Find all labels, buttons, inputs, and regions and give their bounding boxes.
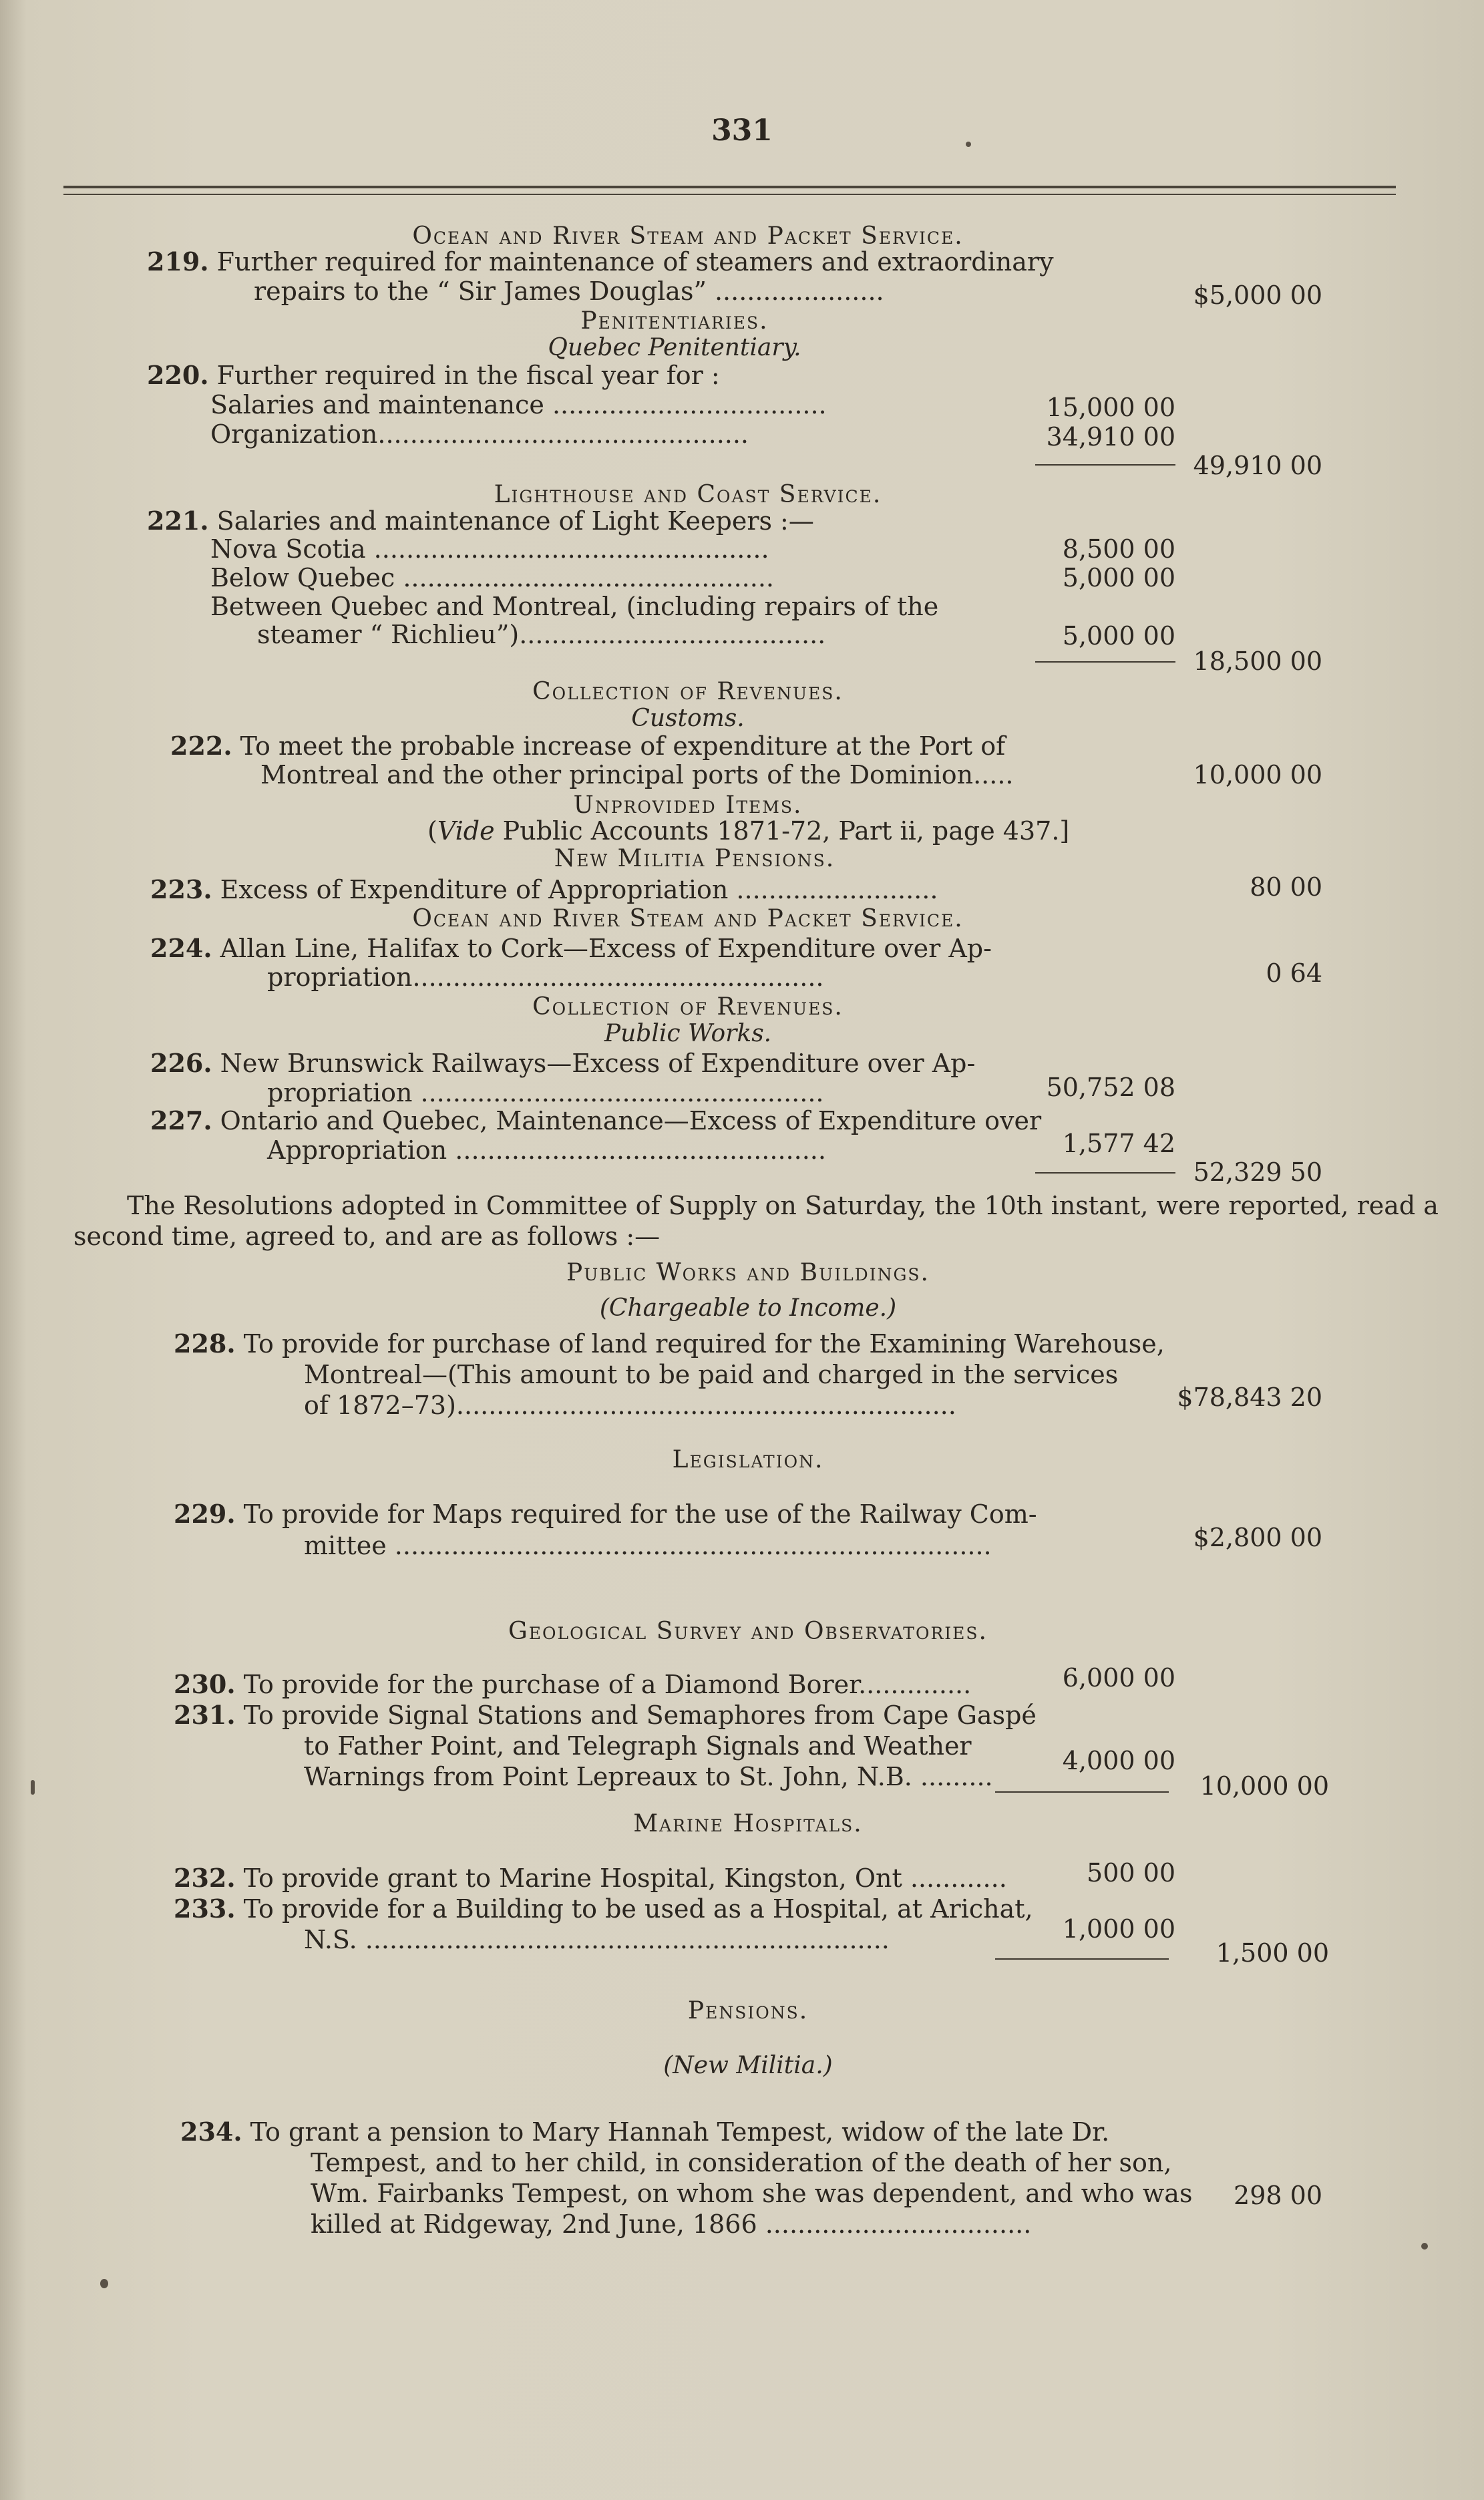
item-221-line3: Below Quebec .............................................. (210, 563, 774, 592)
item-229-amount: $2,800 00 (1193, 1523, 1322, 1552)
item-230-amount: 6,000 00 (1062, 1663, 1175, 1692)
resolution-line1: The Resolutions adopted in Committee of Supply on Saturday, the 10th instant, were reported, read a (127, 1191, 1439, 1220)
item-number: 226. (150, 1048, 212, 1078)
item-number: 220. (147, 360, 209, 390)
item-220-line3: Organization.............................................. (210, 419, 749, 449)
item-number: 224. (150, 933, 212, 963)
header-rule (63, 186, 1396, 188)
section-heading: Public Works and Buildings. (566, 1259, 930, 1286)
item-234-amount: 298 00 (1234, 2181, 1322, 2210)
ink-speck (966, 142, 971, 147)
item-223-line1 (150, 875, 938, 904)
item-231-line1 (174, 1701, 1037, 1730)
item-222-amount: 10,000 00 (1193, 760, 1322, 789)
item-234-line1 (180, 2117, 1109, 2147)
item-224-amount: 0 64 (1266, 958, 1322, 988)
item-233-line1 (174, 1894, 1033, 1924)
item-228-line3: of 1872–73).............................................................. (304, 1391, 956, 1420)
item-number: 223. (150, 874, 212, 904)
section-heading: Ocean and River Steam and Packet Service. (412, 905, 964, 932)
item-219-line1 (147, 247, 1054, 277)
item-text: To provide for the purchase of a Diamond Borer.............. (243, 1670, 972, 1699)
item-number: 219. (147, 246, 209, 277)
section-heading: New Militia Pensions. (554, 845, 836, 872)
section-heading: Lighthouse and Coast Service. (494, 481, 882, 508)
ink-speck (1421, 2243, 1428, 2250)
section-subheading: Public Works. (604, 1020, 772, 1047)
item-230-line1 (174, 1670, 971, 1699)
section-subheading: Quebec Penitentiary. (548, 334, 801, 361)
resolution-line2: second time, agreed to, and are as follows :— (73, 1222, 661, 1251)
item-number: 229. (174, 1499, 236, 1529)
section-heading: Collection of Revenues. (532, 993, 844, 1021)
item-220-line3-amount: 34,910 00 (1046, 422, 1175, 452)
item-228-line1 (174, 1329, 1165, 1359)
item-234-line3: Wm. Fairbanks Tempest, on whom she was dependent, and who was (311, 2179, 1193, 2208)
item-232-amount: 500 00 (1087, 1858, 1175, 1888)
item-221-line4: Between Quebec and Montreal, (including repairs of the (210, 592, 939, 621)
ink-speck (31, 1780, 35, 1795)
item-text: To provide Signal Stations and Semaphores from Cape Gaspé (243, 1701, 1037, 1730)
section-heading: Unprovided Items. (573, 791, 803, 819)
item-223-amount: 80 00 (1250, 872, 1322, 902)
section-heading: Pensions. (687, 1997, 809, 2024)
item-224-line2: propriation................................................... (267, 962, 824, 992)
item-number: 221. (147, 506, 209, 536)
section-heading: Legislation. (672, 1446, 824, 1473)
item-number: 230. (174, 1669, 236, 1699)
section-heading: Penitentiaries. (580, 307, 769, 335)
item-232-line1 (174, 1863, 1007, 1893)
item-text: To provide for Maps required for the use of the Railway Com- (243, 1499, 1037, 1529)
item-220-line2: Salaries and maintenance .................................. (210, 390, 827, 419)
item-220-line1 (147, 361, 720, 390)
item-227-total: 52,329 50 (1193, 1157, 1322, 1187)
item-number: 233. (174, 1894, 236, 1924)
section-heading: Ocean and River Steam and Packet Service. (412, 222, 964, 250)
item-222-line2: Montreal and the other principal ports of the Dominion..... (260, 760, 1014, 789)
item-226-line1 (150, 1049, 975, 1078)
marine-total: 1,500 00 (1216, 1938, 1329, 1968)
unprovided-reference: (Vide Public Accounts 1871-72, Part ii, page 437.] (427, 816, 1070, 846)
item-number: 232. (174, 1863, 236, 1893)
item-text: To provide for purchase of land required for the Examining Warehouse, (243, 1329, 1165, 1359)
item-text: To provide for a Building to be used as a Hospital, at Arichat, (243, 1894, 1033, 1924)
item-221-total: 18,500 00 (1193, 647, 1322, 676)
item-text: Excess of Expenditure of Appropriation ......................... (220, 875, 938, 904)
item-231-line2: to Father Point, and Telegraph Signals and Weather (304, 1731, 972, 1761)
item-number: 227. (150, 1105, 212, 1135)
header-rule-thin (63, 194, 1396, 195)
item-229-line1 (174, 1499, 1037, 1529)
item-221-line5-amount: 5,000 00 (1062, 621, 1175, 651)
item-222-line1 (170, 731, 1005, 761)
item-221-line2: Nova Scotia ................................................. (210, 534, 769, 564)
page-number: 331 (711, 114, 773, 148)
item-number: 228. (174, 1328, 236, 1359)
item-text: New Brunswick Railways—Excess of Expenditure over Ap- (220, 1049, 976, 1078)
item-233-amount: 1,000 00 (1062, 1914, 1175, 1944)
section-heading: Geological Survey and Observatories. (508, 1618, 988, 1645)
item-231-amount: 4,000 00 (1062, 1746, 1175, 1775)
item-228-line2: Montreal—(This amount to be paid and charged in the services (304, 1360, 1119, 1389)
item-226-line2: propriation .................................................. (267, 1078, 824, 1107)
item-227-amount: 1,577 42 (1062, 1129, 1175, 1158)
item-number: 222. (170, 731, 232, 761)
item-229-line2: mittee .......................................................................... (304, 1531, 992, 1560)
item-221-line5: steamer “ Richlieu”)...................................... (257, 620, 826, 649)
item-224-line1 (150, 934, 992, 963)
item-227-line1 (150, 1106, 1041, 1135)
item-text: To grant a pension to Mary Hannah Tempest, widow of the late Dr. (250, 2117, 1110, 2147)
geo-total: 10,000 00 (1199, 1771, 1329, 1801)
item-number: 234. (180, 2117, 242, 2147)
item-number: 231. (174, 1700, 236, 1730)
item-219-line2: repairs to the “ Sir James Douglas” ..................... (254, 277, 884, 306)
item-text: Allan Line, Halifax to Cork—Excess of Expenditure over Ap- (220, 934, 992, 963)
section-subheading: Customs. (631, 705, 745, 732)
ink-speck (100, 2279, 108, 2288)
item-text: Further required for maintenance of steamers and extraordinary (216, 247, 1054, 277)
item-219-amount: $5,000 00 (1193, 281, 1322, 310)
section-subheading: (Chargeable to Income.) (599, 1294, 897, 1322)
item-234-line4: killed at Ridgeway, 2nd June, 1866 ................................. (311, 2209, 1032, 2239)
item-227-line2: Appropriation .............................................. (267, 1135, 826, 1165)
item-221-line2-amount: 8,500 00 (1062, 534, 1175, 564)
section-heading: Marine Hospitals. (633, 1810, 863, 1837)
item-text: Ontario and Quebec, Maintenance—Excess of Expenditure over (220, 1106, 1042, 1135)
item-text: To meet the probable increase of expenditure at the Port of (240, 731, 1006, 761)
item-text: Salaries and maintenance of Light Keepers :— (216, 506, 814, 536)
item-220-total: 49,910 00 (1193, 451, 1322, 480)
item-text: Further required in the fiscal year for : (216, 361, 720, 390)
item-226-amount: 50,752 08 (1046, 1073, 1175, 1102)
item-233-line2: N.S. ................................................................. (304, 1925, 890, 1954)
item-text: To provide grant to Marine Hospital, Kingston, Ont ............ (243, 1863, 1007, 1893)
item-221-line1 (147, 506, 814, 536)
section-subheading: (New Militia.) (663, 2052, 833, 2079)
section-heading: Collection of Revenues. (532, 678, 844, 705)
item-220-line2-amount: 15,000 00 (1046, 393, 1175, 422)
item-231-line3: Warnings from Point Lepreaux to St. John, N.B. ......... (304, 1762, 993, 1791)
item-228-amount: $78,843 20 (1177, 1383, 1322, 1412)
item-221-line3-amount: 5,000 00 (1062, 563, 1175, 592)
item-234-line2: Tempest, and to her child, in consideration of the death of her son, (311, 2148, 1172, 2177)
